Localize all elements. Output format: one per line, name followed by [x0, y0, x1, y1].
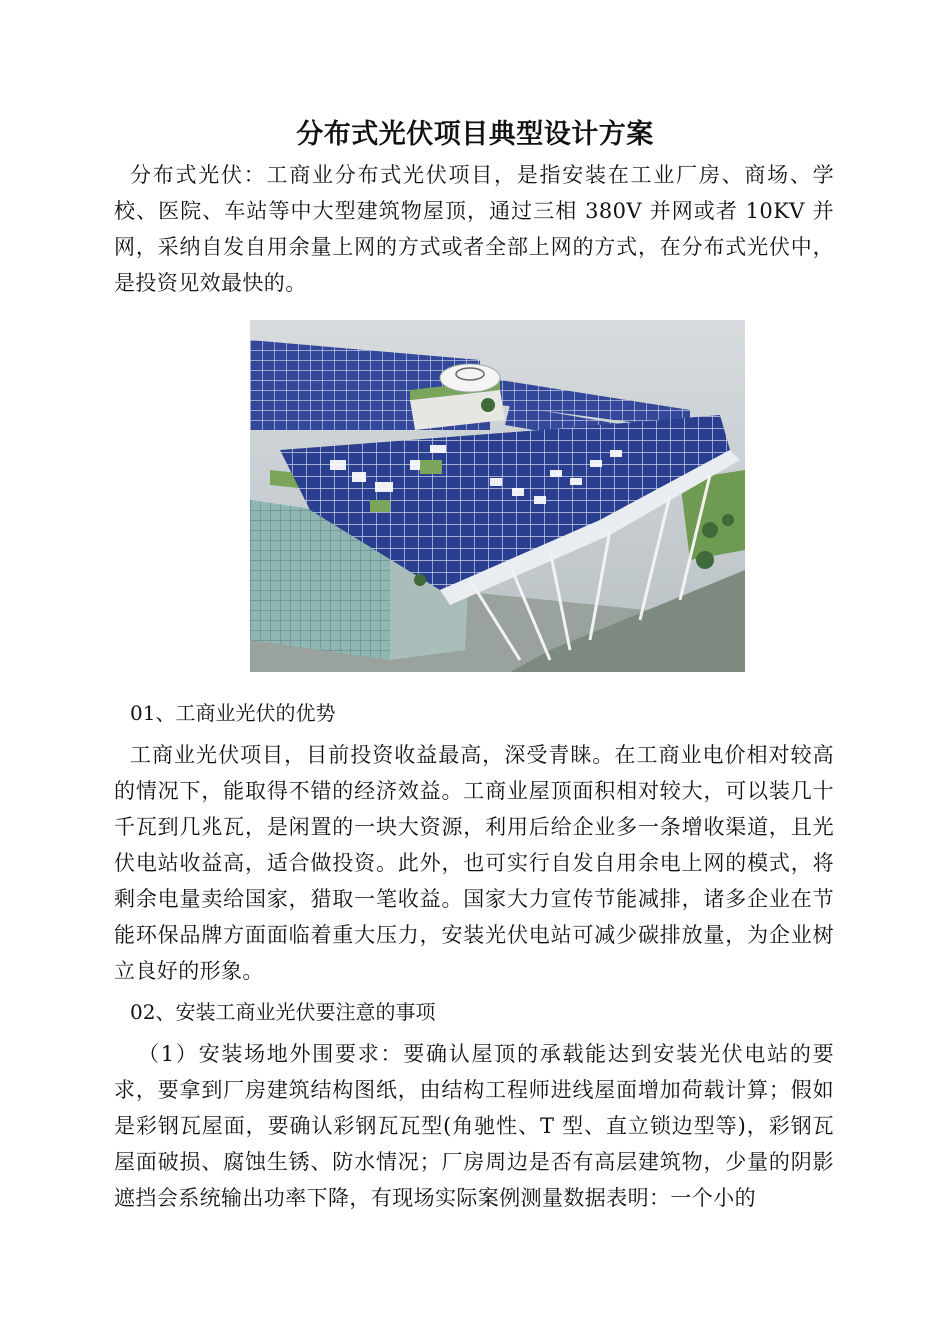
section-body-notes: （1）安装场地外围要求：要确认屋顶的承载能达到安装光伏电站的要求，要拿到厂房建筑结构图纸，由结构工程师进线屋面增加荷载计算；假如是彩钢瓦屋面，要确认彩钢瓦瓦型(角驰性、T 型、直立锁边型等)，彩钢瓦屋面破损、腐蚀生锈、防水情况；厂房周边是否有高层建筑物，少量的阴影遮挡会系统输出功率下降，有现场实际案例测量数据表明：一个小的 — [114, 1042, 834, 1210]
intro-paragraph: 分布式光伏：工商业分布式光伏项目，是指安装在工业厂房、商场、学校、医院、车站等中大型建筑物屋顶，通过三相 380V 并网或者 10KV 并网，采纳自发自用余量上网的方式或者全部上网的方式，在分布式光伏中，是投资见效最快的。 — [114, 163, 834, 295]
solar-rooftop-illustration — [250, 320, 745, 672]
section-heading-advantages: 01、工商业光伏的优势 — [130, 701, 336, 725]
document-title: 分布式光伏项目典型设计方案 — [296, 119, 654, 150]
solar-rooftop-building-photo — [250, 320, 745, 672]
section-heading-notes: 02、安装工商业光伏要注意的事项 — [130, 1000, 436, 1024]
section-body-advantages: 工商业光伏项目，目前投资收益最高，深受青睐。在工商业电价相对较高的情况下，能取得不错的经济效益。工商业屋顶面积相对较大，可以装几十千瓦到几兆瓦，是闲置的一块大资源，利用后给企业多一条增收渠道，且光伏电站收益高，适合做投资。此外，也可实行自发自用余电上网的模式，将剩余电量卖给国家，猎取一笔收益。国家大力宣传节能减排，诸多企业在节能环保品牌方面面临着重大压力，安装光伏电站可减少碳排放量，为企业树立良好的形象。 — [114, 743, 834, 983]
